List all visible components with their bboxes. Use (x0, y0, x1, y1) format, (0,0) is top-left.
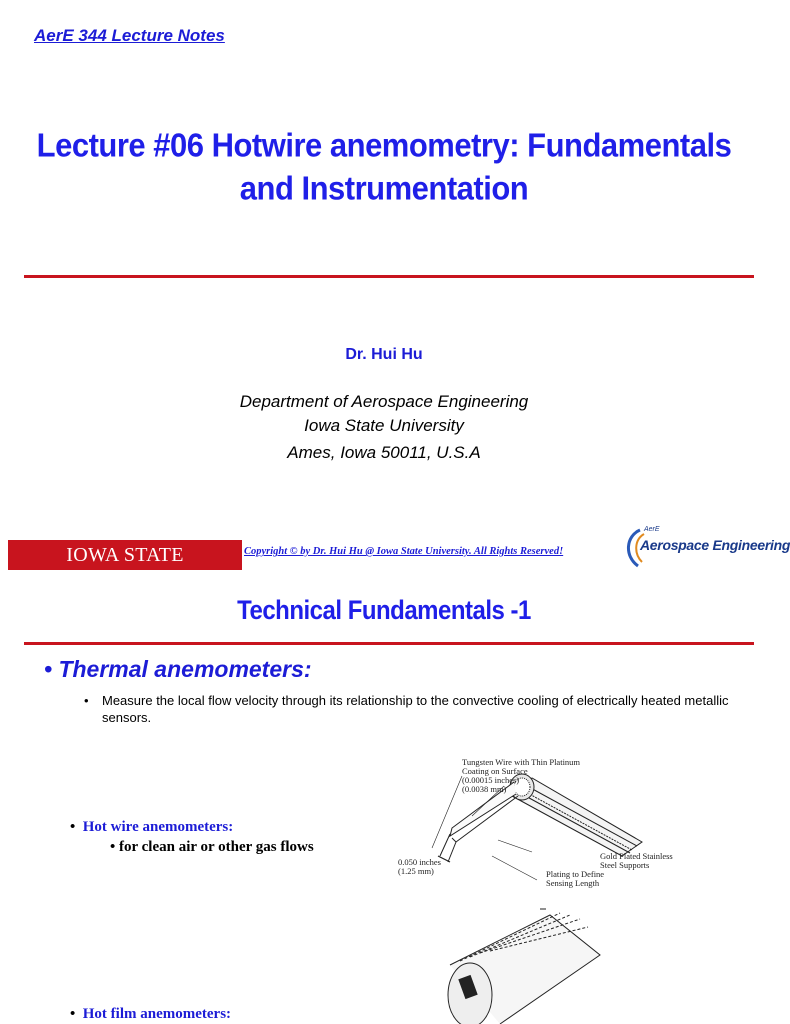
plating-label-line: Plating to Define (546, 869, 605, 879)
slide-title: Technical Fundamentals -1 (237, 596, 531, 626)
affiliation-university: Iowa State University (304, 416, 464, 435)
bullet-dot-icon: • (84, 693, 89, 708)
aero-logo-small: AerE (644, 526, 660, 533)
tungsten-label-line: Coating on Surface (462, 766, 528, 776)
lecture-title (0, 124, 768, 210)
hot-wire-label: Hot wire anemometers: (82, 819, 234, 835)
tungsten-label-line: (0.00015 inches) (462, 775, 520, 785)
supports-label-line: Gold Plated Stainless (600, 851, 673, 861)
isu-logo: IOWA STATE UNIVERSITY (8, 540, 242, 570)
lecture-title-line1: Lecture #06 Hotwire anemometry: Fundamentals (36, 126, 732, 164)
divider (24, 642, 754, 645)
tungsten-label-line: (0.0038 mm) (462, 784, 507, 794)
supports-label (600, 852, 673, 870)
tungsten-label (462, 758, 580, 794)
affiliation-department: Department of Aerospace Engineering (239, 392, 529, 411)
affiliation-address: Ames, Iowa 50011, U.S.A (287, 443, 481, 462)
sub-bullet-text: Measure the local flow velocity through its relationship to the convective cooling of electrically heated metallic sensors. (102, 693, 729, 725)
hot-film-label: Hot film anemometers: (82, 1006, 232, 1022)
copyright-notice: Copyright © by Dr. Hui Hu @ Iowa State University. All Rights Reserved! (244, 546, 564, 557)
hot-film-item (70, 1005, 231, 1023)
bullet-dot-icon: • (70, 819, 83, 835)
tungsten-label-line: Tungsten Wire with Thin Platinum (462, 757, 581, 767)
main-bullet: • Thermal anemometers: (44, 656, 312, 682)
hot-wire-sub: • for clean air or other gas flows (110, 839, 314, 855)
hot-film-probe-diagram (430, 905, 610, 1024)
author-name: Dr. Hui Hu (345, 346, 423, 363)
dimension-label (398, 858, 441, 876)
lecture-title-line2: and Instrumentation (239, 169, 529, 208)
dimension-label-line: (1.25 mm) (398, 866, 434, 876)
plating-label (546, 870, 604, 888)
divider (24, 275, 754, 278)
bullet-dot-icon: • (70, 1006, 83, 1022)
hot-wire-item (70, 818, 233, 836)
plating-label-line: Sensing Length (546, 878, 600, 888)
supports-label-line: Steel Supports (600, 860, 650, 870)
aero-logo-text: Aerospace Engineering (640, 537, 790, 553)
course-tag: AerE 344 Lecture Notes (34, 26, 225, 45)
dimension-label-line: 0.050 inches (398, 857, 441, 867)
